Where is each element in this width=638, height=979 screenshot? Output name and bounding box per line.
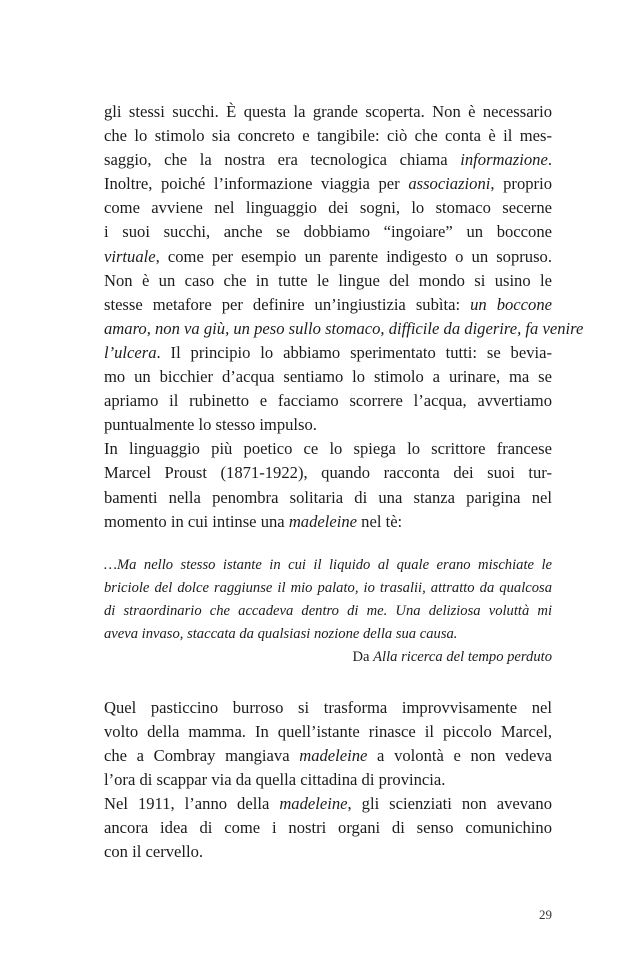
text-line: Marcel Proust (1871-1922), quando racconta dei suoi tur- <box>104 463 552 483</box>
text-line: apriamo il rubinetto e facciamo scorrere l’acqua, avvertiamo <box>104 391 552 411</box>
italic-text: amaro, non va giù, un peso sullo stomaco, difficile da digerire, fa venire <box>104 318 584 338</box>
italic-text: informazione <box>460 150 548 170</box>
text-line: stesse metafore per definire un’ingiustizia subìta: un boccone <box>104 294 552 314</box>
italic-text: Alla ricerca del tempo perduto <box>373 648 552 665</box>
proust-quote <box>104 554 552 646</box>
italic-text: associazioni <box>408 174 491 194</box>
text-line: Inoltre, poiché l’informazione viaggia per associazioni, proprio <box>104 174 552 194</box>
text-line: che lo stimolo sia concreto e tangibile: ciò che conta è il mes- <box>104 126 552 146</box>
text-line: con il cervello. <box>104 842 204 862</box>
text-line: Non è un caso che in tutte le lingue del mondo si usino le <box>104 270 552 290</box>
paragraph-block-1 <box>104 100 584 534</box>
text-line: volto della mamma. In quell’istante rinasce il piccolo Marcel, <box>104 721 552 741</box>
text-line: gli stessi succhi. È questa la grande scoperta. Non è necessario <box>104 102 552 121</box>
italic-text: madeleine <box>288 511 358 531</box>
text-line: l’ulcera. Il principio lo abbiamo sperimentato tutti: se bevia- <box>104 342 552 362</box>
quote-source: Da Alla ricerca del tempo perduto <box>352 648 552 665</box>
page-body <box>104 100 584 864</box>
italic-text: virtuale <box>104 246 156 266</box>
text-line: di straordinario che accadeva dentro di me. Una deliziosa voluttà mi <box>104 602 552 619</box>
text-line: l’ora di scappar via da quella cittadina di provincia. <box>104 769 446 789</box>
italic-text: madeleine <box>279 794 348 814</box>
italic-text: madeleine <box>299 745 368 765</box>
text-line: che a Combray mangiava madeleine a volontà e non vedeva <box>104 745 553 765</box>
text-line: briciole del dolce raggiunse il mio palato, io trasalii, attratto da qualcosa <box>104 579 552 596</box>
text-line: puntualmente lo stesso impulso. <box>104 415 317 435</box>
text-line: aveva invaso, staccata da qualsiasi nozione della sua causa. <box>104 625 458 642</box>
italic-text: un boccone <box>470 294 552 314</box>
text-line: Quel pasticcino burroso si trasforma improvvisamente nel <box>104 697 552 717</box>
text-line: i suoi succhi, anche se dobbiamo “ingoiare” un boccone <box>104 222 552 242</box>
text-line: In linguaggio più poetico ce lo spiega lo scrittore francese <box>104 439 552 459</box>
paragraph-block-2 <box>104 696 552 865</box>
text-line: Nel 1911, l’anno della madeleine, gli scienziati non avevano <box>104 794 552 814</box>
text-line: …Ma nello stesso istante in cui il liquido al quale erano mischiate le <box>104 556 552 573</box>
text-line <box>104 317 584 341</box>
italic-text: l’ulcera <box>104 342 157 362</box>
text-line: mo un bicchier d’acqua sentiamo lo stimolo a urinare, ma se <box>104 367 552 387</box>
text-line: bamenti nella penombra solitaria di una stanza parigina nel <box>104 487 552 507</box>
text-line: virtuale, come per esempio un parente indigesto o un sopruso. <box>104 246 552 266</box>
text-line: momento in cui intinse una madeleine nel tè: <box>104 511 403 531</box>
text-line: saggio, che la nostra era tecnologica chiama informazione. <box>104 150 552 170</box>
text-line: come avviene nel linguaggio dei sogni, lo stomaco secerne <box>104 198 552 218</box>
text-line: ancora idea di come i nostri organi di senso comunichino <box>104 818 552 838</box>
spacer <box>104 534 552 554</box>
page-number: 29 <box>539 907 552 922</box>
